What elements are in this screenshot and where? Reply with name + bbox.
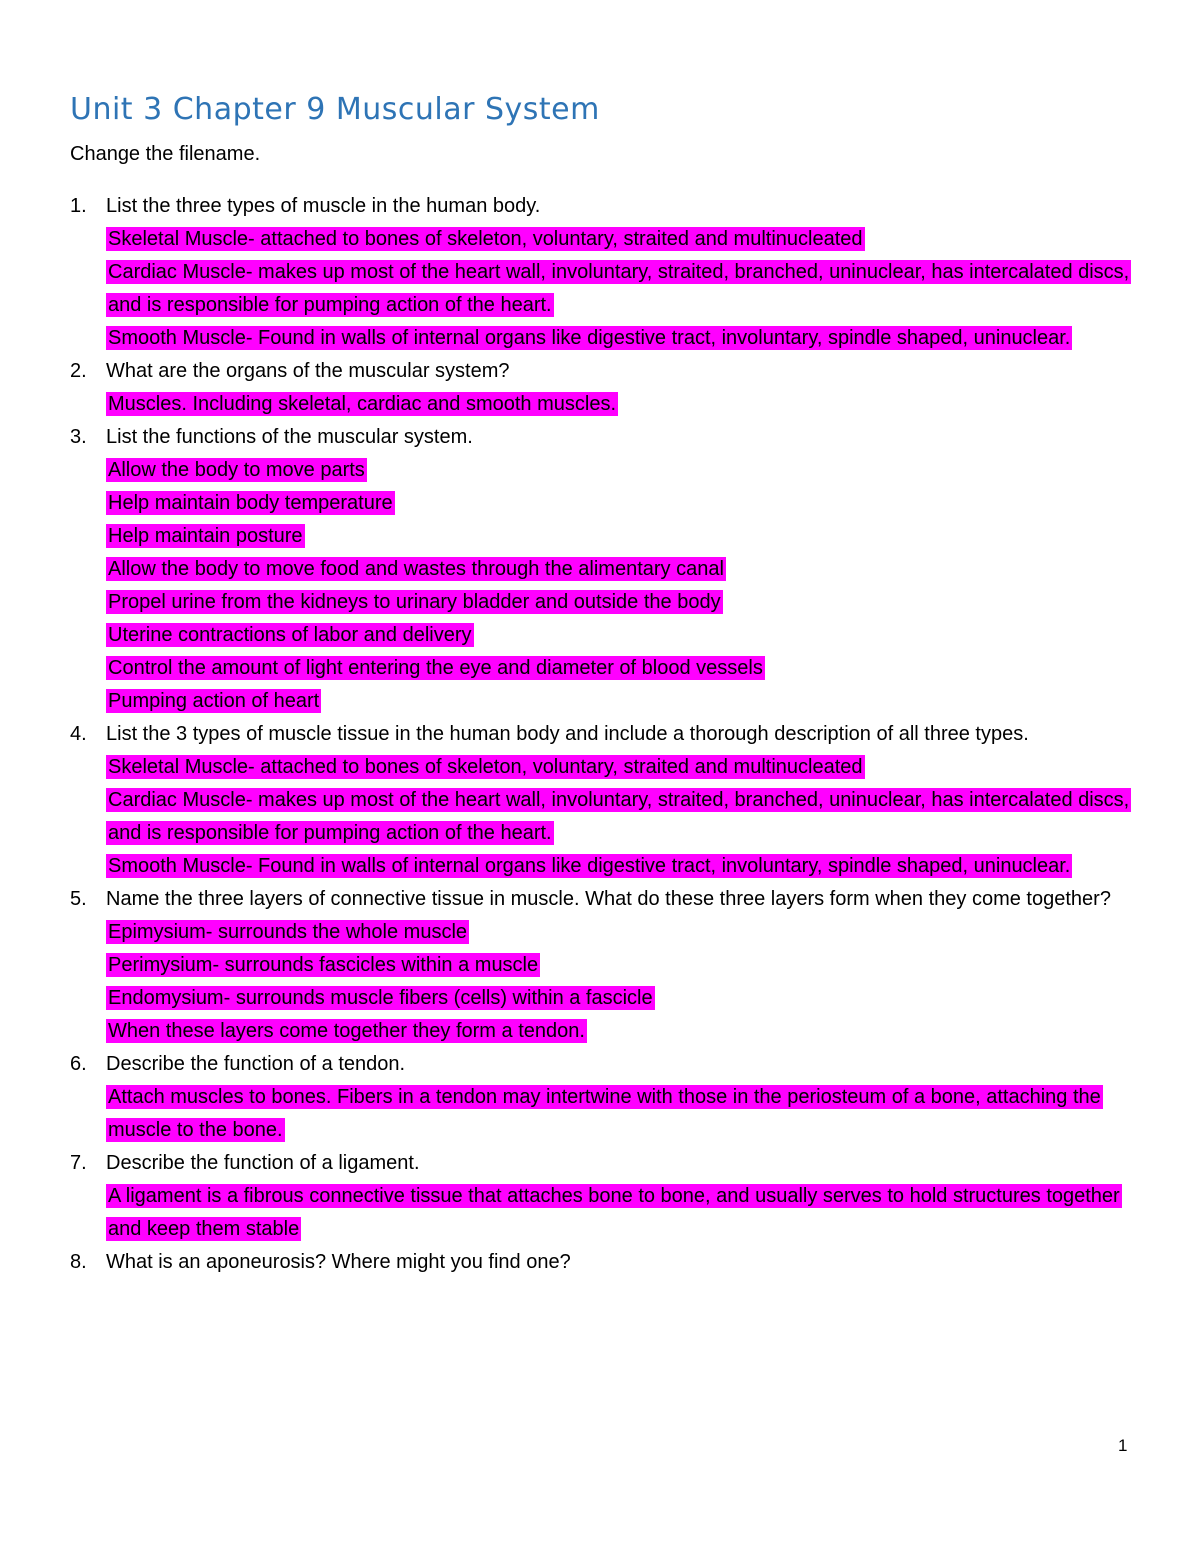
- question-text: Describe the function of a ligament.: [106, 1152, 420, 1174]
- answer-block: [106, 388, 1130, 421]
- highlighted-answer: Allow the body to move food and wastes through the alimentary canal: [108, 558, 724, 580]
- answer-line: [106, 685, 1130, 718]
- question-text: Describe the function of a tendon.: [106, 1053, 406, 1075]
- highlighted-answer: Muscles. Including skeletal, cardiac and smooth muscles.: [108, 393, 617, 415]
- question-list: [70, 190, 1130, 1279]
- highlighted-answer: Perimysium- surrounds fascicles within a muscle: [108, 954, 539, 976]
- answer-block: [106, 1180, 1130, 1246]
- answer-line: [106, 256, 1130, 322]
- question-number: 1.: [70, 195, 87, 217]
- highlighted-answer: Allow the body to move parts: [108, 459, 365, 481]
- answer-line: [106, 223, 1130, 256]
- answer-line: [106, 1015, 1130, 1048]
- highlighted-answer: Help maintain body temperature: [108, 492, 393, 514]
- answer-block: [106, 1081, 1130, 1147]
- answer-block: [106, 751, 1130, 883]
- highlighted-answer: Epimysium- surrounds the whole muscle: [108, 921, 468, 943]
- question-text: List the functions of the muscular system.: [106, 426, 473, 448]
- question-text: What is an aponeurosis? Where might you find one?: [106, 1251, 571, 1273]
- answer-line: [106, 487, 1130, 520]
- question-number: 5.: [70, 888, 87, 910]
- highlighted-answer: Pumping action of heart: [108, 690, 320, 712]
- question-text: Name the three layers of connective tissue in muscle. What do these three layers form when they come together?: [106, 888, 1111, 910]
- highlighted-answer: Uterine contractions of labor and delivery: [108, 624, 472, 646]
- answer-line: [106, 322, 1130, 355]
- question-text: List the 3 types of muscle tissue in the human body and include a thorough description of all three types.: [106, 723, 1029, 745]
- highlighted-answer: Propel urine from the kidneys to urinary bladder and outside the body: [108, 591, 721, 613]
- question-item: [70, 1246, 1130, 1279]
- question-item: [70, 1048, 1130, 1147]
- answer-line: [106, 751, 1130, 784]
- highlighted-answer: Skeletal Muscle- attached to bones of skeleton, voluntary, straited and multinucleated: [108, 756, 863, 778]
- answer-line: [106, 1180, 1130, 1246]
- answer-line: [106, 850, 1130, 883]
- answer-line: [106, 619, 1130, 652]
- highlighted-answer: Control the amount of light entering the eye and diameter of blood vessels: [108, 657, 763, 679]
- answer-line: [106, 454, 1130, 487]
- question-number: 4.: [70, 723, 87, 745]
- answer-line: [106, 949, 1130, 982]
- answer-line: [106, 652, 1130, 685]
- question-number: 7.: [70, 1152, 87, 1174]
- answer-line: [106, 1081, 1130, 1147]
- highlighted-answer: Endomysium- surrounds muscle fibers (cells) within a fascicle: [108, 987, 653, 1009]
- highlighted-answer: When these layers come together they form a tendon.: [108, 1020, 585, 1042]
- answer-block: [106, 916, 1130, 1048]
- question-item: [70, 355, 1130, 421]
- answer-line: [106, 388, 1130, 421]
- question-number: 2.: [70, 360, 87, 382]
- highlighted-answer: Attach muscles to bones. Fibers in a tendon may intertwine with those in the periosteum of a bone, attaching the muscle to the bone.: [108, 1086, 1101, 1141]
- page-title: Unit 3 Chapter 9 Muscular System: [70, 92, 600, 127]
- question-item: [70, 190, 1130, 355]
- answer-line: [106, 586, 1130, 619]
- question-item: [70, 1147, 1130, 1246]
- question-text: List the three types of muscle in the human body.: [106, 195, 541, 217]
- highlighted-answer: Smooth Muscle- Found in walls of internal organs like digestive tract, involuntary, spindle shaped, uninuclear.: [108, 327, 1071, 349]
- answer-line: [106, 520, 1130, 553]
- answer-line: [106, 553, 1130, 586]
- answer-line: [106, 916, 1130, 949]
- instruction-text: Change the filename.: [70, 143, 261, 165]
- question-item: [70, 883, 1130, 1048]
- answer-line: [106, 784, 1130, 850]
- highlighted-answer: Smooth Muscle- Found in walls of internal organs like digestive tract, involuntary, spindle shaped, uninuclear.: [108, 855, 1071, 877]
- answer-block: [106, 223, 1130, 355]
- highlighted-answer: Cardiac Muscle- makes up most of the heart wall, involuntary, straited, branched, uninuclear, has intercalated discs, and is responsible for pumping action of the heart.: [108, 789, 1130, 844]
- highlighted-answer: A ligament is a fibrous connective tissue that attaches bone to bone, and usually serves to hold structures together and keep them stable: [108, 1185, 1120, 1240]
- answer-line: [106, 982, 1130, 1015]
- highlighted-answer: Cardiac Muscle- makes up most of the heart wall, involuntary, straited, branched, uninuclear, has intercalated discs, and is responsible for pumping action of the heart.: [108, 261, 1130, 316]
- question-number: 6.: [70, 1053, 87, 1075]
- highlighted-answer: Skeletal Muscle- attached to bones of skeleton, voluntary, straited and multinucleated: [108, 228, 863, 250]
- question-text: What are the organs of the muscular system?: [106, 360, 510, 382]
- page-number: 1: [1118, 1436, 1128, 1455]
- question-item: [70, 421, 1130, 718]
- question-number: 8.: [70, 1251, 87, 1273]
- highlighted-answer: Help maintain posture: [108, 525, 303, 547]
- answer-block: [106, 454, 1130, 718]
- question-number: 3.: [70, 426, 87, 448]
- question-item: [70, 718, 1130, 883]
